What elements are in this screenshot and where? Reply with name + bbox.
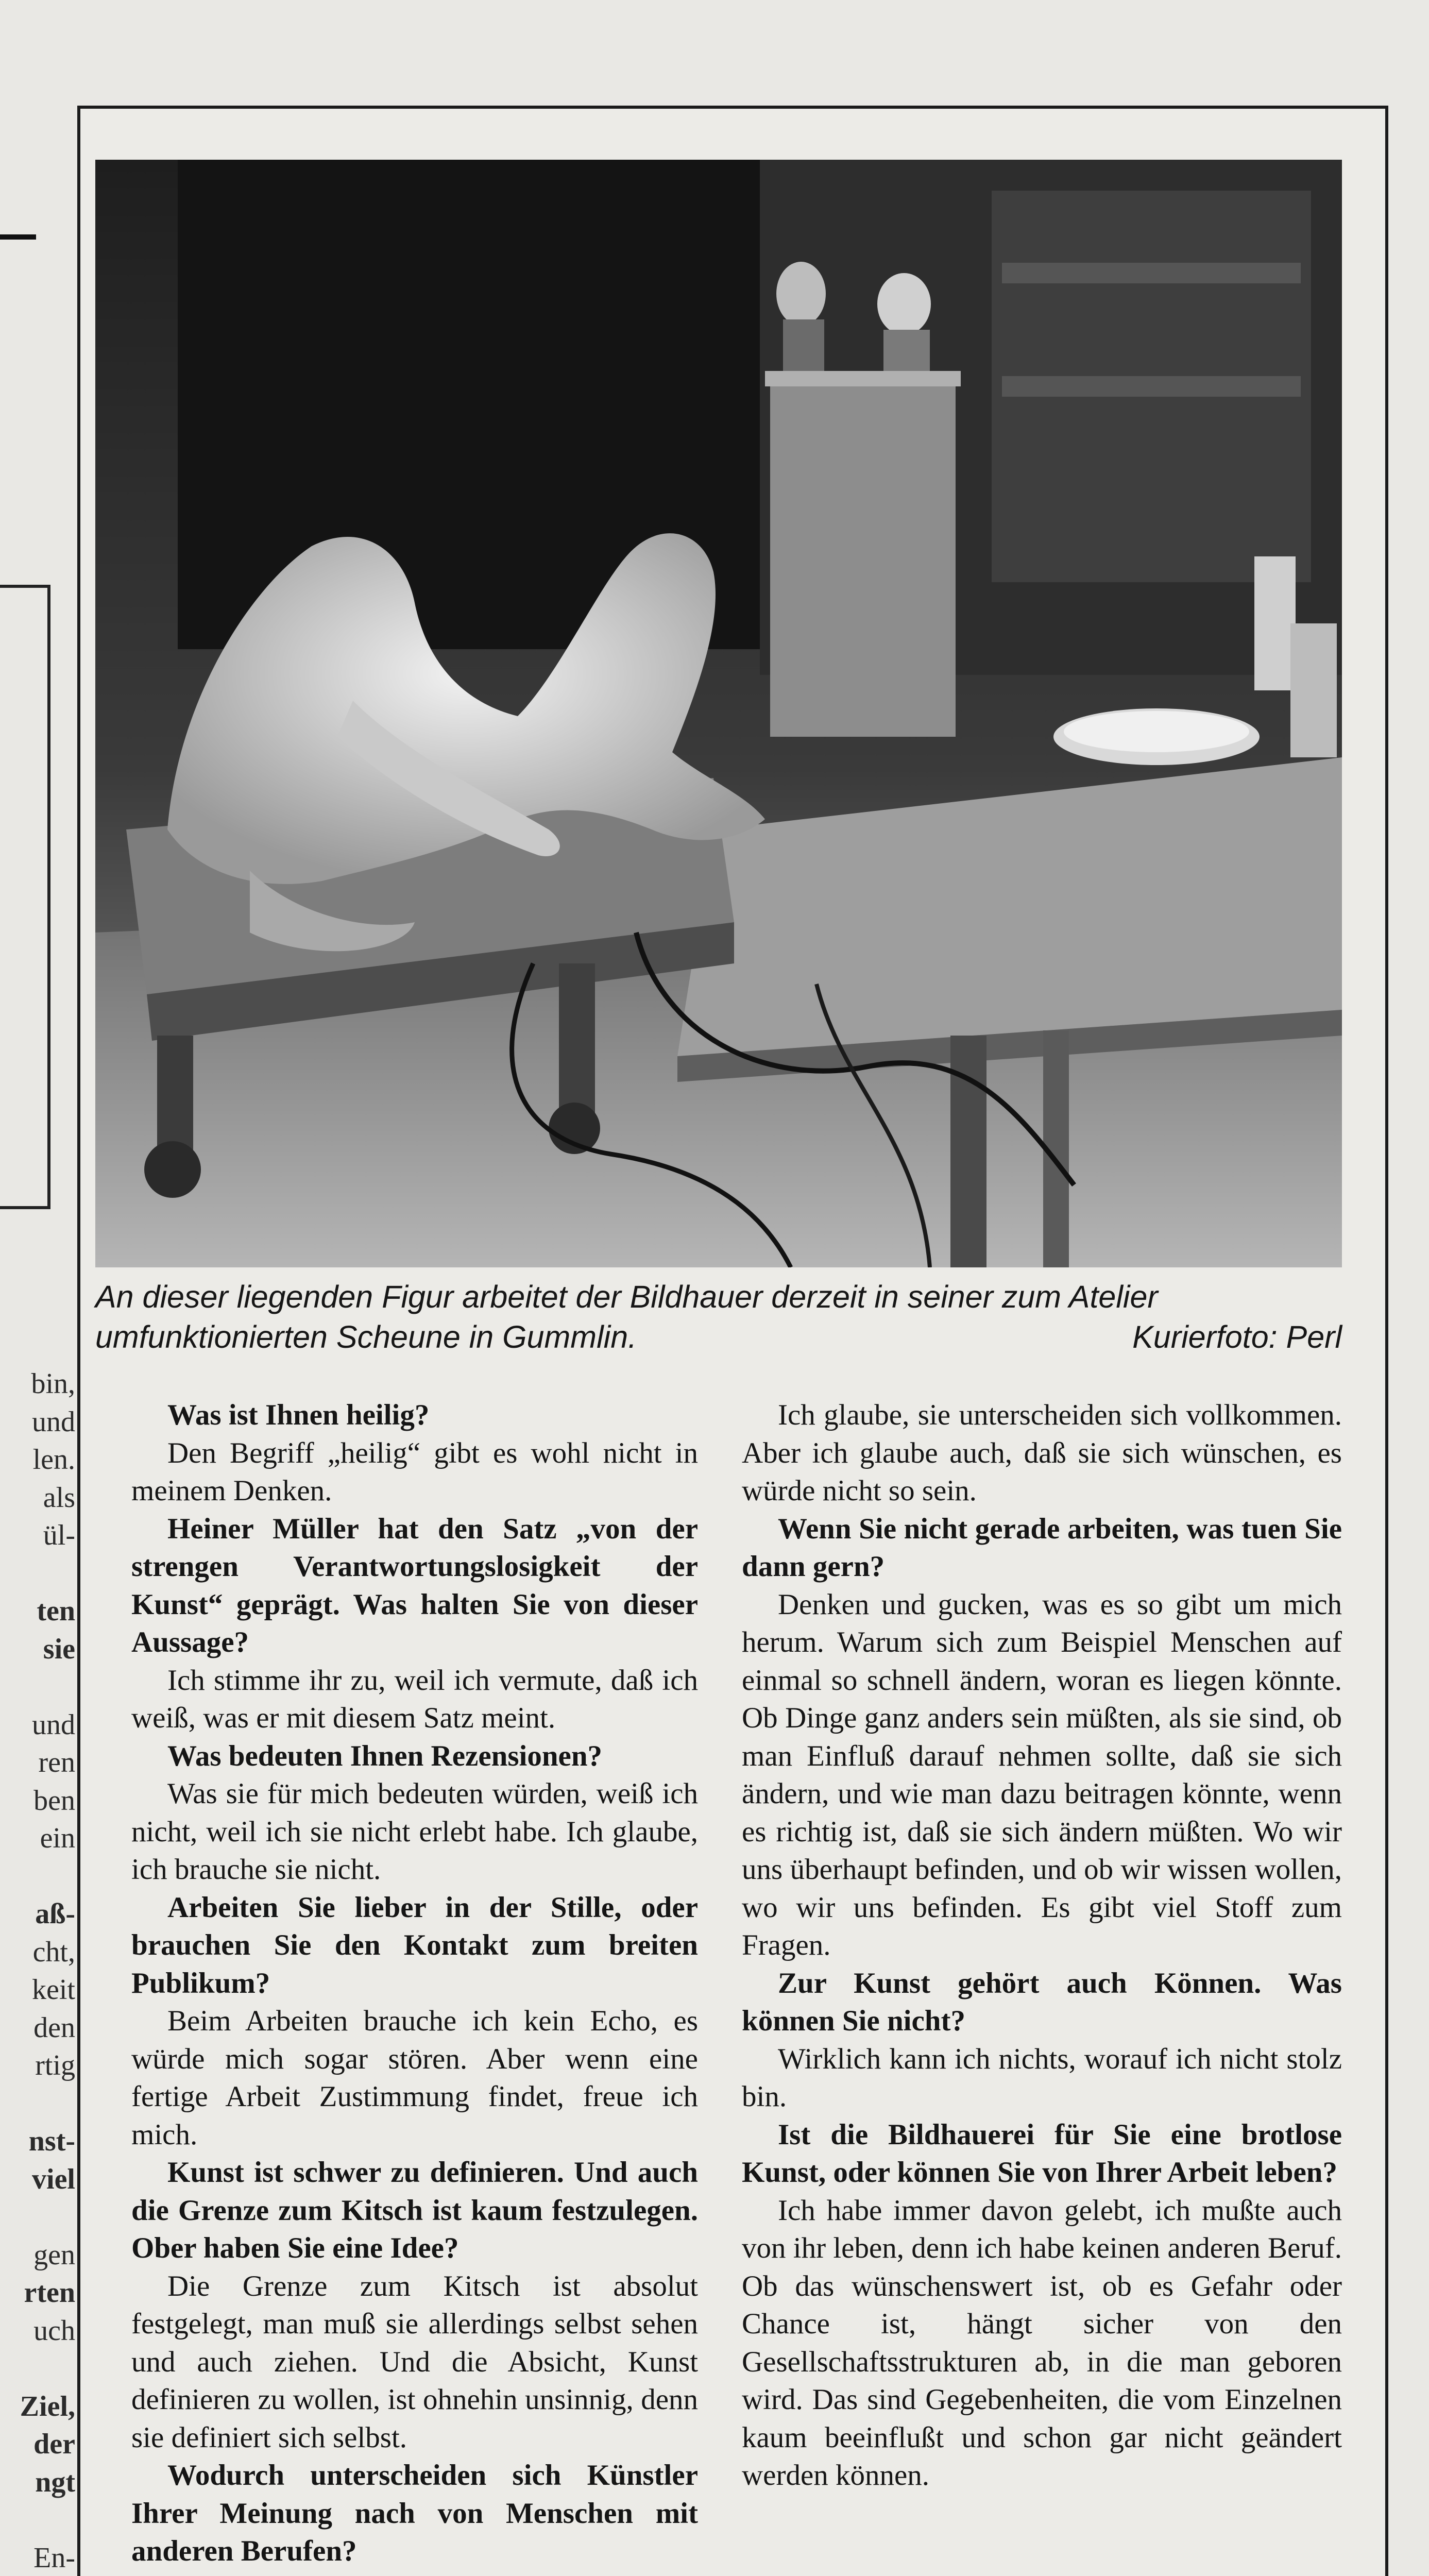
neighbor-article-line: den [33, 2011, 75, 2044]
neighbor-article-line [0, 2350, 77, 2388]
neighbor-article-line: len. [32, 1444, 75, 1476]
neighbor-article-line: als [43, 1481, 75, 1514]
neighbor-article-line: aß- [35, 1898, 75, 1930]
neighbor-article-box [0, 585, 50, 1209]
neighbor-article-column [0, 1365, 77, 2576]
neighbor-article-line: cht, [32, 1936, 75, 1968]
interview-question: Was bedeuten Ihnen Rezensionen? [167, 1739, 603, 1772]
interview-answer: Ich habe immer davon gelebt, ich mußte auch von ihr leben, denn ich habe keinen anderen Beruf. Ob das wünschenswert ist, ob es Gefahr oder Chance ist, hängt sicher von den Gesellschaftsstrukturen ab, in die man geboren wird. Das sind Gegebenheiten, die vom Einzelnen kaum beeinflußt und schon gar nicht geändert werden können. [742, 2194, 1342, 2492]
neighbor-article-line: und [32, 1708, 75, 1741]
neighbor-article-line: gen [33, 2239, 75, 2271]
neighbor-article-line: rtig [35, 2049, 75, 2081]
interview-answer: Beim Arbeiten brauche ich kein Echo, es würde mich sogar stören. Aber wenn eine fertige Arbeit Zustimmung findet, freue ich mich. [131, 2005, 698, 2151]
neighbor-article-line [0, 2501, 77, 2539]
interview-answer: Ich glaube, sie unterscheiden sich vollkommen. Aber ich glaube auch, daß sie sich wünschen, es würde nicht so sein. [742, 1399, 1342, 1507]
neighbor-article-line: En- [33, 2541, 75, 2574]
neighbor-article-line: bin, [31, 1368, 75, 1400]
photo-caption [95, 1277, 1342, 1357]
interview-answer: Denken und gucken, was es so gibt um mich herum. Warum sich zum Beispiel Menschen auf einmal so schnell ändern, woran es liegen könnte. Ob Dinge ganz anders sein müßten, als sie sind, ob man Einfluß darauf nehmen sollte, daß sie sich ändern, und wie man dazu beitragen könnte, wenn es richtig ist, daß sie sich ändern müßten. Wo wir uns überhaupt befinden, und ob wir wissen wollen, wo wir uns befinden. Es gibt viel Stoff zum Fragen. [742, 1588, 1342, 1961]
neighbor-article-line: keit [32, 1974, 75, 2006]
neighbor-article-line: der [33, 2428, 75, 2460]
interview-column-left [131, 1396, 698, 2570]
neighbor-article-line [0, 2085, 77, 2123]
caption-text: An dieser liegenden Figur arbeitet der Bildhauer derzeit in seiner zum Atelier umfunktionierten Scheune in Gummlin. [95, 1279, 1158, 1354]
studio-photo-image [95, 160, 1342, 1267]
interview-answer: Den Begriff „heilig“ gibt es wohl nicht in meinem Denken. [131, 1436, 698, 1507]
photo-credit: Kurierfoto: Perl [1132, 1319, 1342, 1354]
neighbor-article-line: Ziel, [20, 2390, 75, 2422]
neighbor-article-line [0, 1555, 77, 1593]
neighbor-article-line: und [32, 1405, 75, 1438]
neighbor-article-line: ngt [35, 2466, 75, 2498]
interview-answer: Ich stimme ihr zu, weil ich vermute, daß ich weiß, was er mit diesem Satz meint. [131, 1664, 698, 1734]
neighbor-article-line: rten [24, 2277, 75, 2309]
interview-question: Zur Kunst gehört auch Können. Was können Sie nicht? [742, 1967, 1342, 2037]
interview-question: Was ist Ihnen heilig? [167, 1399, 430, 1431]
neighbor-article-line: uch [33, 2314, 75, 2347]
interview-question: Wenn Sie nicht gerade arbeiten, was tuen Sie dann gern? [742, 1512, 1342, 1583]
neighbor-article-line: sie [43, 1633, 75, 1665]
studio-photo [95, 160, 1342, 1267]
interview-answer: Die Grenze zum Kitsch ist absolut festgelegt, man muß sie allerdings selbst sehen und auch ziehen. Und die Absicht, Kunst definieren zu wollen, ist ohnehin unsinnig, denn sie definiert sich selbst. [131, 2269, 698, 2454]
neighbor-article-line: ten [37, 1595, 75, 1627]
neighbor-article-line: ül- [43, 1519, 75, 1551]
interview-question: Wodurch unterscheiden sich Künstler Ihrer Meinung nach von Menschen mit anderen Berufen? [131, 2459, 698, 2567]
neighbor-article-line: ren [38, 1747, 75, 1778]
neighbor-article-line: nst- [28, 2125, 75, 2157]
neighbor-article-line: ein [40, 1822, 75, 1854]
interview-question: Kunst ist schwer zu definieren. Und auch die Grenze zum Kitsch ist kaum festzulegen. Ober haben Sie eine Idee? [131, 2156, 698, 2264]
neighbor-article-line: ben [33, 1784, 75, 1817]
interview-column-right [742, 1396, 1342, 2495]
neighbor-article-line: viel [32, 2163, 75, 2195]
interview-question: Heiner Müller hat den Satz „von der strengen Verantwortungslosigkeit der Kunst“ geprägt. Was halten Sie von dieser Aussage? [131, 1512, 698, 1658]
neighbor-article-line [0, 1668, 77, 1706]
interview-question: Ist die Bildhauerei für Sie eine brotlose Kunst, oder können Sie von Ihrer Arbeit leben? [742, 2118, 1342, 2189]
neighbor-article-line [0, 1858, 77, 1896]
interview-question: Arbeiten Sie lieber in der Stille, oder brauchen Sie den Kontakt zum breiten Publikum? [131, 1891, 698, 1999]
neighbor-article-line [0, 2198, 77, 2236]
interview-answer: Wirklich kann ich nichts, worauf ich nicht stolz bin. [742, 2042, 1342, 2113]
interview-answer: Was sie für mich bedeuten würden, weiß ich nicht, weil ich sie nicht erlebt habe. Ich glaube, ich brauche sie nicht. [131, 1777, 698, 1886]
neighbor-article-rule [0, 234, 36, 240]
